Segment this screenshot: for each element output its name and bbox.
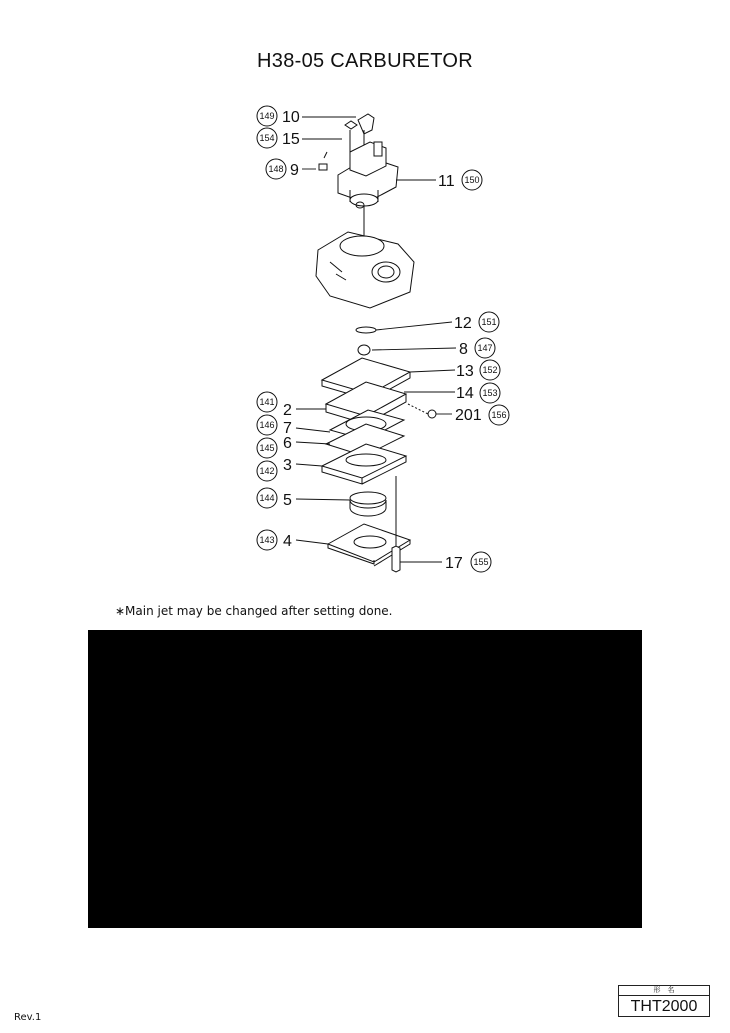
callout-ref: 149: [259, 111, 275, 121]
callout-ref: 141: [259, 397, 275, 407]
callout-ref: 156: [491, 410, 507, 420]
callout-3: [257, 457, 292, 481]
callout-part: 7: [283, 420, 292, 437]
callout-6: [257, 435, 292, 458]
callout-13: [456, 360, 500, 380]
callout-part: 9: [290, 162, 299, 179]
model-name: THT2000: [630, 998, 698, 1015]
revision-label: Rev.1: [14, 1012, 42, 1023]
callout-part: 11: [438, 173, 455, 190]
callout-part: 17: [445, 555, 463, 572]
carburetor-body-illustration: [316, 205, 414, 308]
callout-part: 12: [454, 315, 472, 332]
callout-ref: 155: [473, 557, 489, 567]
callout-ref: 147: [477, 343, 493, 353]
model-box-header: 形 名: [619, 986, 709, 996]
callout-ref: 152: [482, 365, 498, 375]
callout-2: [257, 392, 292, 419]
callout-part: 3: [283, 457, 292, 474]
callout-ref: 143: [259, 535, 275, 545]
throttle-valve-assembly-illustration: [319, 114, 398, 208]
callout-ref: 148: [268, 164, 284, 174]
model-box: [618, 985, 710, 1017]
callout-4: [257, 530, 292, 550]
callout-15: [257, 128, 300, 148]
callout-ref: 146: [259, 420, 275, 430]
callout-8: [459, 338, 495, 358]
callout-ref: 142: [259, 466, 275, 476]
callout-17: [445, 552, 491, 572]
callout-part: 5: [283, 492, 292, 509]
callout-part: 15: [282, 131, 300, 148]
callout-part: 6: [283, 435, 292, 452]
callout-12: [454, 312, 499, 332]
callout-9: [266, 159, 299, 179]
main-jet-note: ∗Main jet may be changed after setting done.: [115, 604, 393, 618]
callout-201: [455, 405, 509, 425]
redacted-area: [88, 630, 642, 928]
callout-part: 2: [283, 402, 292, 419]
callout-ref: 153: [482, 388, 498, 398]
callout-part: 201: [455, 407, 482, 424]
callout-part: 14: [456, 385, 474, 402]
callout-10: [257, 106, 300, 126]
callout-part: 8: [459, 341, 468, 358]
callout-ref: 154: [259, 133, 275, 143]
callout-part: 10: [282, 109, 300, 126]
pump-cover-illustration: [328, 476, 410, 572]
callout-part: 4: [283, 533, 292, 550]
callout-ref: 151: [481, 317, 497, 327]
callout-ref: 144: [259, 493, 275, 503]
callout-ref: 145: [259, 443, 275, 453]
callout-ref: 150: [464, 175, 480, 185]
callout-5: [257, 488, 292, 509]
callout-11: [438, 170, 482, 190]
callout-part: 13: [456, 363, 474, 380]
diaphragm-stack-illustration: [322, 327, 436, 484]
callout-14: [456, 383, 500, 403]
page-title: H38-05 CARBURETOR: [257, 50, 473, 72]
